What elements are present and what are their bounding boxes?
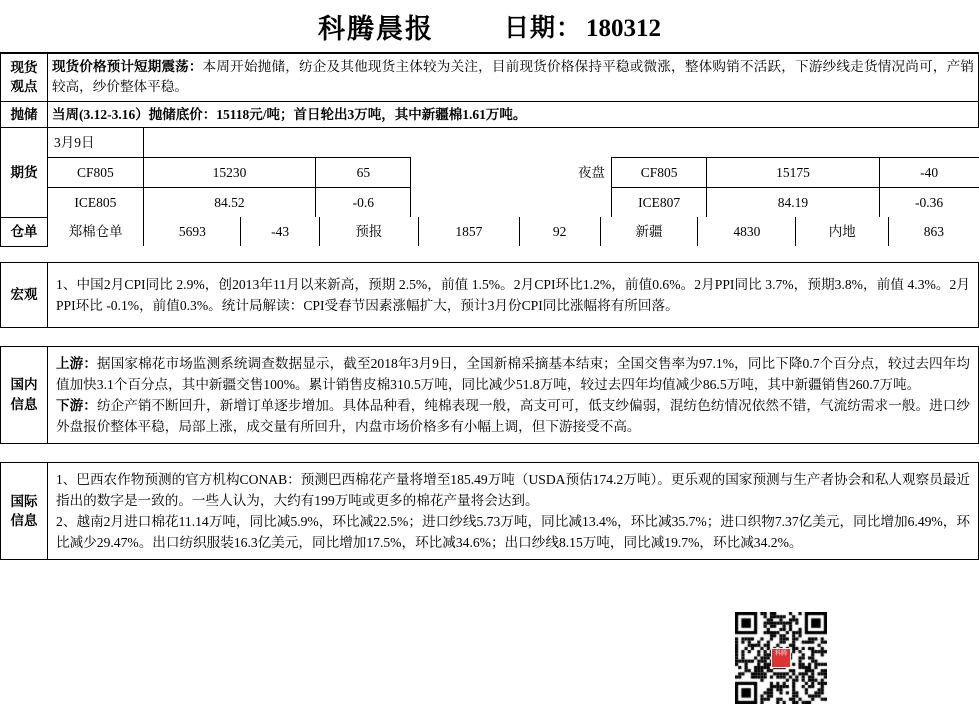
- row-label-reserve: 抛储: [1, 101, 48, 128]
- table-row-domestic: [1, 346, 979, 443]
- warehouse-c10: 863: [889, 217, 979, 246]
- spot-body: 本周开始抛储，纺企及其他现货主体较为关注，目前现货价格保持平稳或微涨，整体购销不活跃，下游纱线走货情况尚可，产销较高，纱价整体平稳。: [52, 59, 975, 95]
- spacer-right-3: [48, 444, 979, 463]
- international-line-1: 1、巴西农作物预测的官方机构CONAB：预测巴西棉花产量将增至185.49万吨（USDA预估174.2万吨）。更乐观的国家预测与生产者协会和私人观察员最近指出的数字是一致的。一些人认为，大约有199万吨或更多的棉花产量将会达到。: [56, 472, 970, 509]
- futures-blank-5: [707, 128, 879, 158]
- warehouse-c1: 郑棉仓单: [48, 217, 144, 246]
- futures-contract-night: CF805: [611, 158, 706, 188]
- futures-date: 3月9日: [48, 128, 143, 158]
- warehouse-cell: [48, 217, 979, 246]
- futures-row-date: [48, 128, 979, 158]
- ice-change-day: -0.6: [316, 188, 411, 218]
- table-row-reserve: [1, 101, 979, 128]
- spot-opinion-cell: [48, 54, 979, 102]
- table-row-warehouse: [1, 217, 979, 246]
- international-cell: [48, 463, 979, 560]
- report-table: [0, 53, 979, 560]
- table-row-spacer-3: [1, 444, 979, 463]
- table-row-spacer-2: [1, 327, 979, 346]
- row-label-domestic-line1: 国内: [10, 377, 38, 393]
- warehouse-c8: 4830: [698, 217, 796, 246]
- domestic-downstream: [56, 395, 970, 437]
- spacer-left-2: [1, 327, 48, 346]
- international-line-2: 2、越南2月进口棉花11.14万吨，同比减5.9%，环比减22.5%；进口纱线5.73万吨，同比减13.4%，环比减35.7%；进口织物7.37亿美元，同比增加6.49%，环比减少29.47%。出口纺织服装16.3亿美元，同比增加17.5%，环比减34.6%；出口纱线8.15万吨，同比减19.7%，环比减34.2%。: [56, 514, 970, 551]
- futures-night-label: 夜盘: [577, 165, 605, 181]
- ice-contract-day: ICE805: [48, 188, 143, 218]
- ice-contract-night: ICE807: [611, 188, 706, 218]
- futures-blank-3: [411, 128, 612, 158]
- report-header: [0, 0, 979, 53]
- spacer-right-1: [48, 246, 979, 262]
- page-title: 科腾晨报: [317, 13, 434, 44]
- domestic-cell: [48, 346, 979, 443]
- futures-contract-day: CF805: [48, 158, 143, 188]
- domestic-downstream-text: 纺企产销不断回升，新增订单逐步增加。具体品种看，纯棉表现一般，高支可可，低支纱偏弱，混纺色纺情况依然不错，气流纺需求一般。进口纱外盘报价整体平稳，局部上涨，成交量有所回升，内盘市场价格多有小幅上调，但下游接受不高。: [56, 397, 971, 435]
- row-label-futures: 期货: [1, 128, 48, 218]
- futures-subtable: [48, 128, 979, 217]
- table-row-spot: [1, 54, 979, 102]
- reserve-cell: [48, 101, 979, 128]
- futures-price-day: 15230: [143, 158, 315, 188]
- macro-text: 1、中国2月CPI同比 2.9%，创2013年11月以来新高，预期 2.5%，前值 1.5%。2月CPI环比1.2%，前值0.6%。2月PPI同比 3.7%，预期3.8%，前值 4.3%。2月PPI环比 -0.1%，前值0.3%。统计局解读：CPI受春节因素涨幅扩大，预计3月份CPI同比涨幅将有所回落。: [56, 276, 970, 313]
- spacer-left-3: [1, 444, 48, 463]
- date-value: 180312: [586, 15, 661, 42]
- row-label-domestic: [1, 346, 48, 443]
- warehouse-c4: 预报: [319, 217, 418, 246]
- domestic-upstream-label: 上游：: [56, 355, 98, 371]
- row-label-macro: 宏观: [1, 262, 48, 327]
- spacer-right-2: [48, 327, 979, 346]
- row-label-domestic-line2: 信息: [10, 396, 38, 412]
- ice-spacer: [411, 188, 612, 218]
- futures-cell: [48, 128, 979, 218]
- warehouse-c2: 5693: [144, 217, 241, 246]
- qr-code: [735, 612, 827, 704]
- table-row-international: [1, 463, 979, 560]
- futures-blank-6: [879, 128, 978, 158]
- warehouse-row: [48, 217, 979, 246]
- row-label-international-line2: 信息: [10, 513, 38, 529]
- row-label-spot: [1, 54, 48, 102]
- date-label: 日期：: [503, 15, 582, 42]
- row-label-warehouse: 仓单: [1, 217, 48, 246]
- futures-blank-4: [611, 128, 706, 158]
- macro-cell: [48, 262, 979, 327]
- warehouse-c9: 内地: [796, 217, 889, 246]
- futures-blank-2: [316, 128, 411, 158]
- domestic-upstream: [56, 353, 970, 395]
- table-row-macro: [1, 262, 979, 327]
- reserve-text: 当周(3.12-3.16）抛储底价：15118元/吨；首日轮出3万吨，其中新疆棉1.61万吨。: [52, 106, 527, 122]
- table-row-spacer-1: [1, 246, 979, 262]
- futures-row-ice: [48, 188, 979, 218]
- row-label-spot-line1: 现货: [10, 59, 38, 75]
- warehouse-c3: -43: [241, 217, 320, 246]
- ice-price-night: 84.19: [707, 188, 879, 218]
- ice-change-night: -0.36: [879, 188, 978, 218]
- qr-code-area: [735, 612, 827, 704]
- domestic-upstream-text: 据国家棉花市场监测系统调查数据显示，截至2018年3月9日，全国新棉采摘基本结束；全国交售率为97.1%，同比下降0.7个百分点，较过去四年均值加快3.1个百分点，其中新疆交售100%。累计销售皮棉310.5万吨，同比减少51.8万吨，较过去四年均值减少86.5万吨，其中新疆销售260.7万吨。: [56, 355, 970, 392]
- futures-change-night: -40: [879, 158, 978, 188]
- spacer-left-1: [1, 246, 48, 262]
- futures-blank-1: [143, 128, 315, 158]
- report-date: [504, 8, 661, 44]
- warehouse-c5: 1857: [418, 217, 519, 246]
- warehouse-c6: 92: [519, 217, 600, 246]
- row-label-international-line1: 国际: [10, 493, 38, 509]
- futures-price-night: 15175: [707, 158, 879, 188]
- futures-row-cf805: [48, 158, 979, 188]
- domestic-downstream-label: 下游：: [56, 397, 97, 413]
- spot-lead: 现货价格预计短期震荡：: [52, 59, 203, 74]
- row-label-spot-line2: 观点: [10, 79, 38, 95]
- row-label-international: [1, 463, 48, 560]
- ice-price-day: 84.52: [143, 188, 315, 218]
- warehouse-c7: 新疆: [600, 217, 698, 246]
- warehouse-subtable: [48, 217, 979, 246]
- qr-code-badge: 科腾: [771, 648, 791, 668]
- table-row-futures: [1, 128, 979, 218]
- futures-change-day: 65: [316, 158, 411, 188]
